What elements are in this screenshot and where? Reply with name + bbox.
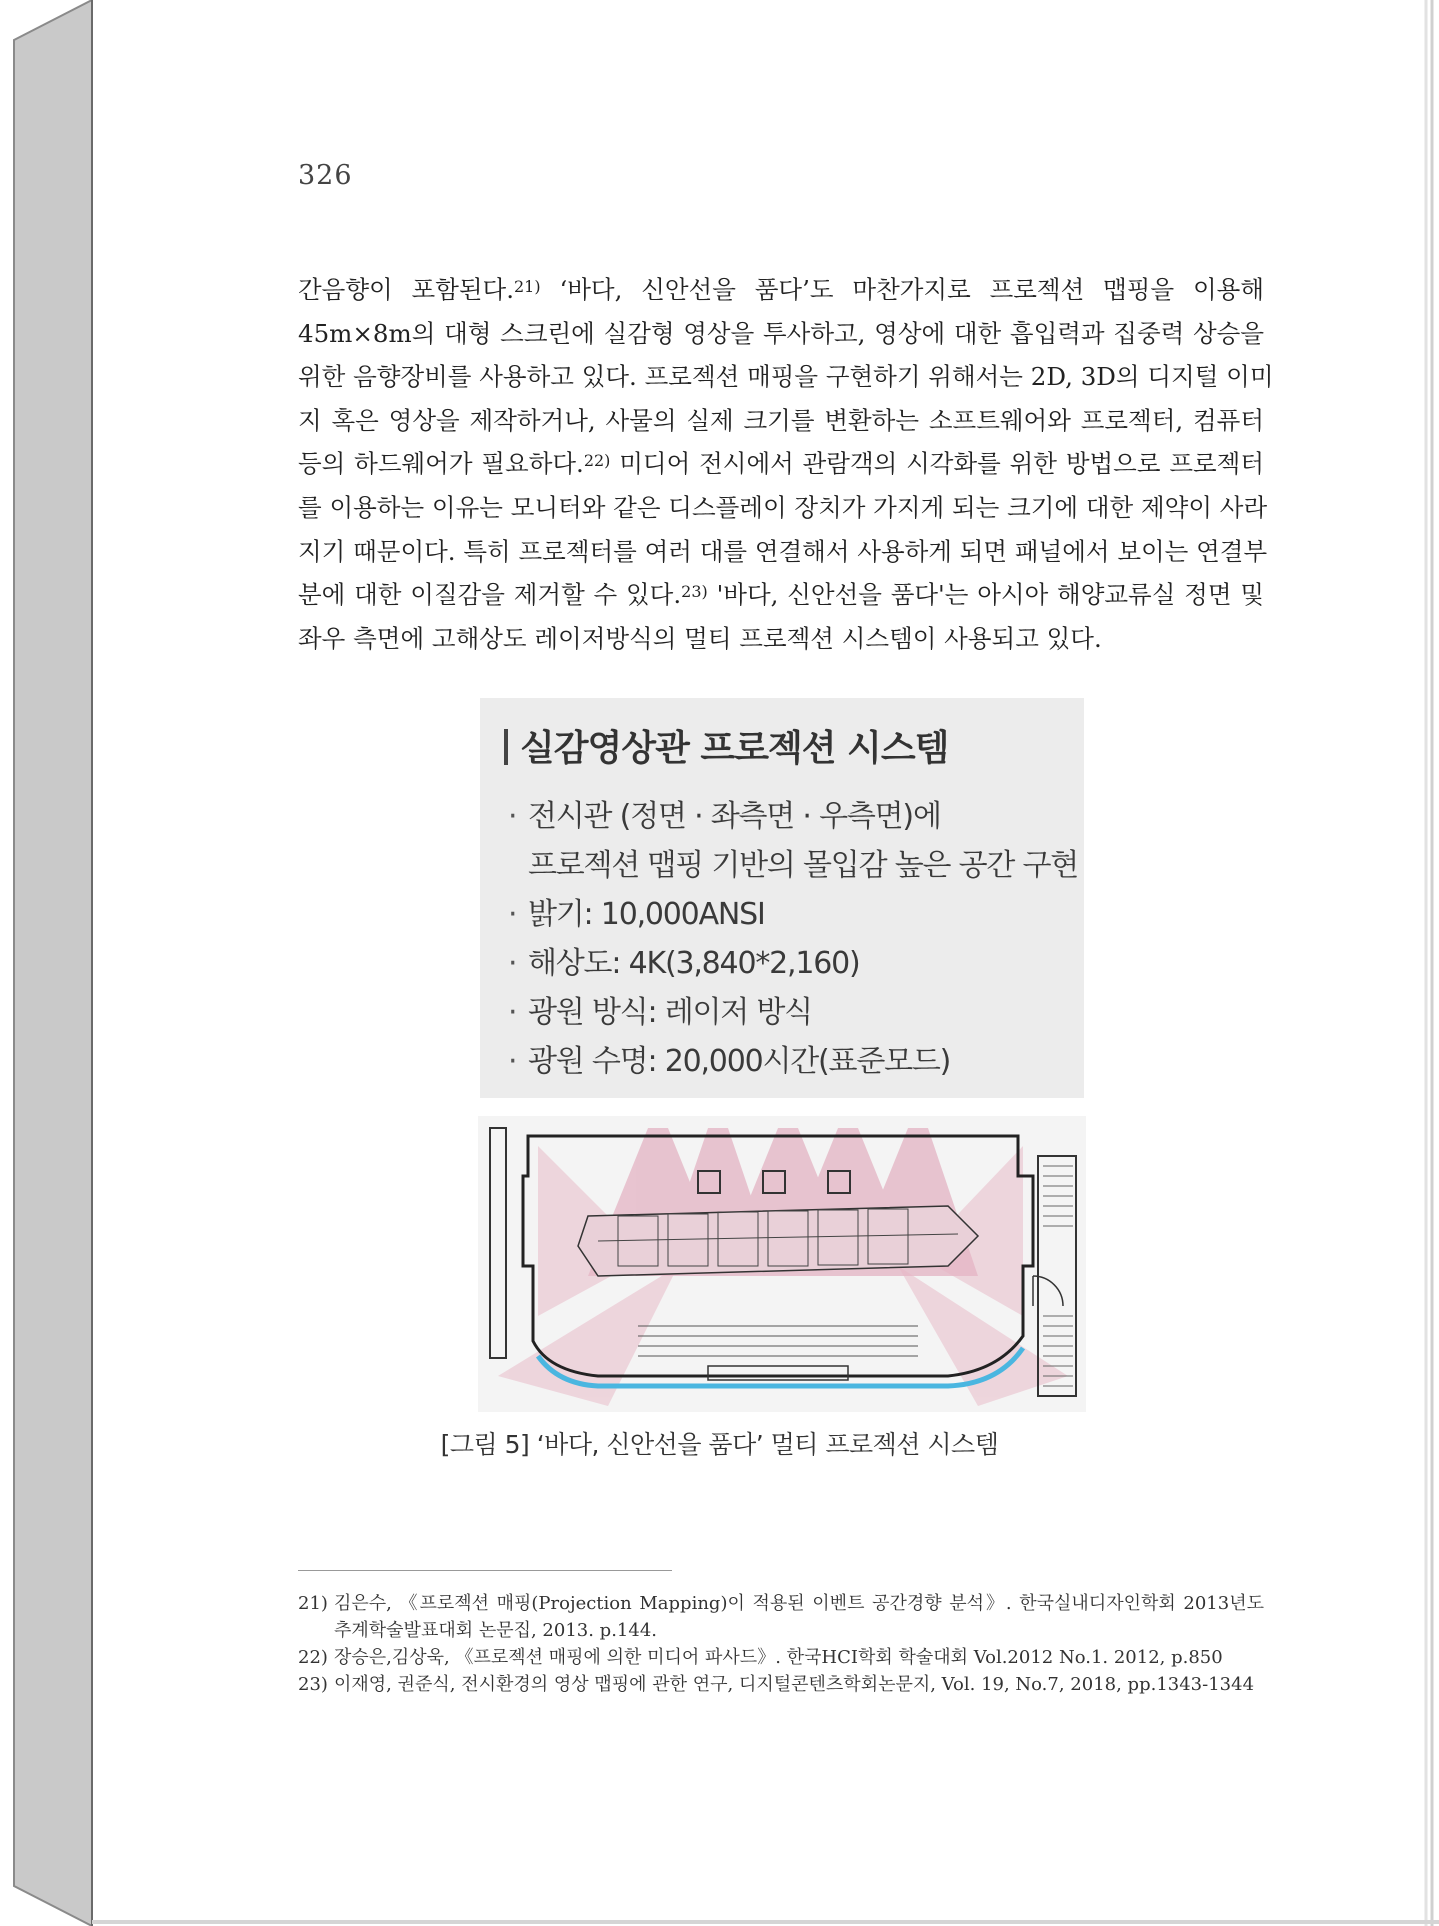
- body-line: 45m×8m의 대형 스크린에 실감형 영상을 투사하고, 영상에 대한 흡입력과 집중력 상승을: [298, 318, 1264, 348]
- footnote: 22) 장승은,김상욱, 《프로젝션 매핑에 의한 미디어 파사드》. 한국HCI학회 학술대회 Vol.2012 No.1. 2012, p.850: [298, 1647, 1223, 1668]
- spec-list: [508, 792, 1078, 1086]
- spec-item: · 전시관 (정면 · 좌측면 · 우측면)에 프로젝션 맵핑 기반의 몰입감 높은 공간 구현: [508, 799, 1079, 883]
- body-line: 위한 음향장비를 사용하고 있다. 프로젝션 매핑을 구현하기 위해서는 2D, 3D의 디지털 이미: [298, 362, 1274, 392]
- floor-plan-diagram: [478, 1116, 1086, 1412]
- page-number: 326: [298, 160, 353, 191]
- spec-item: · 밝기: 10,000ANSI: [508, 897, 765, 932]
- projection-system-card: [480, 698, 1084, 1098]
- card-title: 실감영상관 프로젝션 시스템: [504, 720, 948, 771]
- footnote-divider: [298, 1570, 672, 1571]
- body-line: 지기 때문이다. 특히 프로젝터를 여러 대를 연결해서 사용하게 되면 패널에서 보이는 연결부: [298, 536, 1268, 566]
- footnote: 21) 김은수, 《프로젝션 매핑(Projection Mapping)이 적용된 이벤트 공간경향 분석》. 한국실내디자인학회 2013년도 추계학술발표대회 논문집, 2013. p.144.: [298, 1593, 1264, 1641]
- footnote: 23) 이재영, 권준식, 전시환경의 영상 맵핑에 관한 연구, 디지털콘텐츠학회논문지, Vol. 19, No.7, 2018, pp.1343-1344: [298, 1674, 1255, 1695]
- spec-item: · 광원 수명: 20,000시간(표준모드): [508, 1044, 951, 1079]
- body-paragraph: [298, 268, 1274, 660]
- body-line: 분에 대한 이질감을 제거할 수 있다.$^{23)}$ '바다, 신안선을 품다'는 아시아 해양교류실 정면 및: [298, 580, 1264, 610]
- title-bar-icon: [504, 729, 508, 765]
- footnotes: [298, 1590, 1264, 1698]
- figure-caption: [그림 5] ‘바다, 신안선을 품다’ 멀티 프로젝션 시스템: [440, 1430, 999, 1459]
- body-line: 지 혹은 영상을 제작하거나, 사물의 실제 크기를 변환하는 소프트웨어와 프로젝터, 컴퓨터: [298, 405, 1264, 435]
- body-line: 간음향이 포함된다.$^{21)}$ ‘바다, 신안선을 품다’도 마찬가지로 프로젝션 맵핑을 이용해: [298, 275, 1264, 304]
- body-line: 등의 하드웨어가 필요하다.$^{22)}$ 미디어 전시에서 관람객의 시각화를 위한 방법으로 프로젝터: [298, 449, 1264, 479]
- body-line: 를 이용하는 이유는 모니터와 같은 디스플레이 장치가 가지게 되는 크기에 대한 제약이 사라: [298, 492, 1268, 522]
- spec-item: · 해상도: 4K(3,840*2,160): [508, 946, 860, 981]
- spec-item: · 광원 방식: 레이저 방식: [508, 995, 812, 1030]
- body-line: 좌우 측면에 고해상도 레이저방식의 멀티 프로젝션 시스템이 사용되고 있다.: [298, 623, 1102, 653]
